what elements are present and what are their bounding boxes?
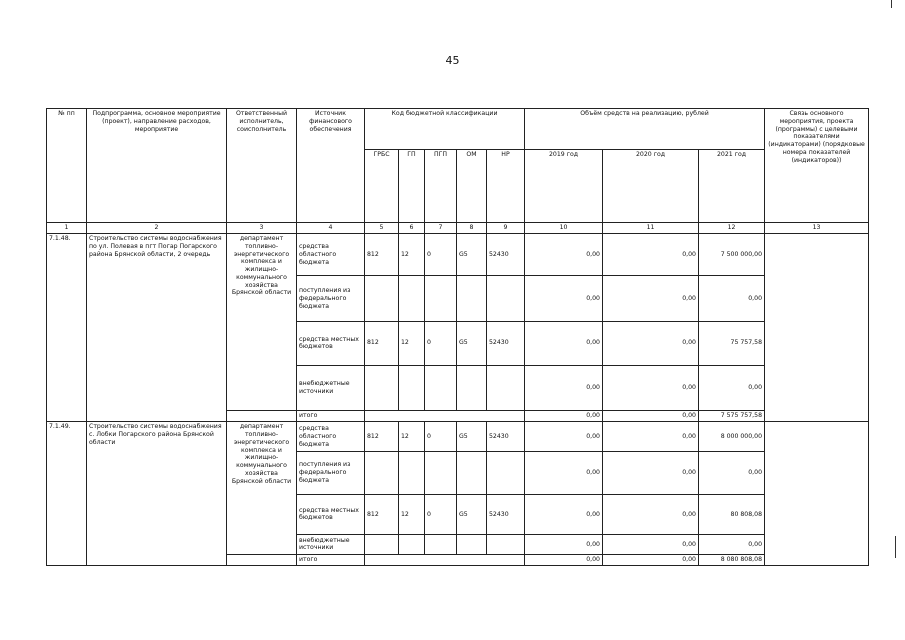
code-pgp: 0 xyxy=(425,322,457,366)
item-responsible: департамент топливно-энергетического комплекса и жилищно-коммунального хозяйства Брянской области xyxy=(227,234,297,411)
code-gp xyxy=(399,365,425,411)
amount-2020: 0,00 xyxy=(603,234,699,276)
code-pgp xyxy=(425,365,457,411)
amount-2021: 75 757,58 xyxy=(699,322,765,366)
code-pgp: 0 xyxy=(425,422,457,452)
code-om xyxy=(457,365,487,411)
code-gp: 12 xyxy=(399,494,425,534)
table-row xyxy=(47,234,869,276)
column-number: 13 xyxy=(765,223,869,234)
amount-2021: 8 000 000,00 xyxy=(699,422,765,452)
column-number: 4 xyxy=(297,223,365,234)
column-number: 1 xyxy=(47,223,87,234)
column-number: 11 xyxy=(603,223,699,234)
code-grbs xyxy=(365,535,399,555)
total-label: итого xyxy=(297,411,365,422)
amount-2019: 0,00 xyxy=(525,234,603,276)
header-responsible: Ответственный исполнитель, соисполнитель xyxy=(227,109,297,223)
header-link: Связь основного мероприятия, проекта (программы) с целевыми показателями (индикаторами) (порядковые номера показателей (индикаторов)) xyxy=(765,109,869,223)
code-np: 52430 xyxy=(487,422,525,452)
item-number: 7.1.49. xyxy=(47,422,87,566)
subheader-gp: ГП xyxy=(399,150,425,223)
code-grbs: 812 xyxy=(365,322,399,366)
code-pgp: 0 xyxy=(425,494,457,534)
total-blank xyxy=(227,411,297,422)
code-gp xyxy=(399,535,425,555)
item-name: Строительство системы водоснабжения по ул. Полевая в пгт Погар Погарского района Брянской области, 2 очередь xyxy=(87,234,227,422)
amount-2019: 0,00 xyxy=(525,322,603,366)
code-grbs xyxy=(365,276,399,322)
code-grbs xyxy=(365,452,399,494)
budget-table xyxy=(46,108,869,566)
code-np xyxy=(487,365,525,411)
table-row xyxy=(47,422,869,452)
funding-source: внебюджетные источники xyxy=(297,535,365,555)
column-number: 10 xyxy=(525,223,603,234)
code-grbs: 812 xyxy=(365,234,399,276)
code-np: 52430 xyxy=(487,234,525,276)
amount-2020: 0,00 xyxy=(603,276,699,322)
header-volume: Объём средств на реализацию, рублей xyxy=(525,109,765,150)
funding-source: поступления из федерального бюджета xyxy=(297,276,365,322)
amount-2021: 0,00 xyxy=(699,535,765,555)
subheader-pgp: ПГП xyxy=(425,150,457,223)
subheader-2021: 2021 год xyxy=(699,150,765,223)
subheader-2019: 2019 год xyxy=(525,150,603,223)
header-row xyxy=(47,109,869,150)
code-pgp xyxy=(425,276,457,322)
amount-2020: 0,00 xyxy=(603,422,699,452)
amount-2019: 0,00 xyxy=(525,365,603,411)
amount-2020: 0,00 xyxy=(603,494,699,534)
subheader-2020: 2020 год xyxy=(603,150,699,223)
item-number: 7.1.48. xyxy=(47,234,87,422)
code-np xyxy=(487,535,525,555)
code-grbs: 812 xyxy=(365,494,399,534)
code-pgp xyxy=(425,452,457,494)
code-np: 52430 xyxy=(487,494,525,534)
indicator-link xyxy=(765,422,869,566)
subheader-om: ОМ xyxy=(457,150,487,223)
column-number: 9 xyxy=(487,223,525,234)
code-om: G5 xyxy=(457,234,487,276)
code-np: 52430 xyxy=(487,322,525,366)
column-number: 12 xyxy=(699,223,765,234)
item-responsible: департамент топливно-энергетического комплекса и жилищно-коммунального хозяйства Брянской области xyxy=(227,422,297,555)
code-om xyxy=(457,276,487,322)
code-gp: 12 xyxy=(399,422,425,452)
page-number: 45 xyxy=(445,54,460,67)
total-blank xyxy=(227,554,297,565)
total-code-blank xyxy=(365,554,525,565)
column-number: 5 xyxy=(365,223,399,234)
subheader-np: НР xyxy=(487,150,525,223)
item-name: Строительство системы водоснабжения с. Лобки Погарского района Брянской области xyxy=(87,422,227,566)
header-budget-code: Код бюджетной классификации xyxy=(365,109,525,150)
code-gp xyxy=(399,276,425,322)
amount-2020: 0,00 xyxy=(603,452,699,494)
code-grbs: 812 xyxy=(365,422,399,452)
code-om xyxy=(457,535,487,555)
code-om xyxy=(457,452,487,494)
total-2021: 8 080 808,08 xyxy=(699,554,765,565)
header-program: Подпрограмма, основное мероприятие (проект), направление расходов, мероприятие xyxy=(87,109,227,223)
funding-source: средства местных бюджетов xyxy=(297,322,365,366)
total-2020: 0,00 xyxy=(603,411,699,422)
amount-2020: 0,00 xyxy=(603,322,699,366)
code-np xyxy=(487,452,525,494)
code-om: G5 xyxy=(457,494,487,534)
header-source: Источник финансового обеспечения xyxy=(297,109,365,223)
total-2020: 0,00 xyxy=(603,554,699,565)
column-numbers-row xyxy=(47,223,869,234)
amount-2021: 80 808,08 xyxy=(699,494,765,534)
funding-source: поступления из федерального бюджета xyxy=(297,452,365,494)
column-number: 8 xyxy=(457,223,487,234)
funding-source: внебюджетные источники xyxy=(297,365,365,411)
total-2019: 0,00 xyxy=(525,554,603,565)
column-number: 3 xyxy=(227,223,297,234)
scan-edge-mark-top xyxy=(891,0,892,8)
total-code-blank xyxy=(365,411,525,422)
amount-2020: 0,00 xyxy=(603,535,699,555)
code-np xyxy=(487,276,525,322)
code-pgp xyxy=(425,535,457,555)
header-num: № пп xyxy=(47,109,87,223)
amount-2019: 0,00 xyxy=(525,452,603,494)
funding-source: средства областного бюджета xyxy=(297,422,365,452)
code-gp: 12 xyxy=(399,234,425,276)
funding-source: средства местных бюджетов xyxy=(297,494,365,534)
code-grbs xyxy=(365,365,399,411)
amount-2021: 7 500 000,00 xyxy=(699,234,765,276)
amount-2020: 0,00 xyxy=(603,365,699,411)
column-number: 6 xyxy=(399,223,425,234)
amount-2019: 0,00 xyxy=(525,535,603,555)
indicator-link xyxy=(765,234,869,422)
amount-2021: 0,00 xyxy=(699,365,765,411)
amount-2021: 0,00 xyxy=(699,452,765,494)
scan-edge-mark-side xyxy=(895,536,896,558)
column-number: 7 xyxy=(425,223,457,234)
funding-source: средства областного бюджета xyxy=(297,234,365,276)
code-gp: 12 xyxy=(399,322,425,366)
amount-2021: 0,00 xyxy=(699,276,765,322)
column-number: 2 xyxy=(87,223,227,234)
code-pgp: 0 xyxy=(425,234,457,276)
code-om: G5 xyxy=(457,422,487,452)
code-gp xyxy=(399,452,425,494)
amount-2019: 0,00 xyxy=(525,494,603,534)
total-label: итого xyxy=(297,554,365,565)
table-body xyxy=(47,234,869,566)
amount-2019: 0,00 xyxy=(525,422,603,452)
total-2021: 7 575 757,58 xyxy=(699,411,765,422)
total-2019: 0,00 xyxy=(525,411,603,422)
code-om: G5 xyxy=(457,322,487,366)
subheader-grbs: ГРБС xyxy=(365,150,399,223)
amount-2019: 0,00 xyxy=(525,276,603,322)
